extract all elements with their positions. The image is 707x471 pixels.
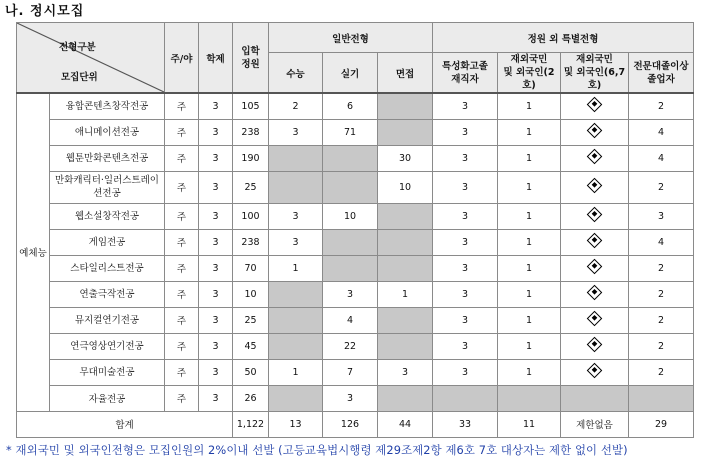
years-cell: 3 [199, 307, 233, 333]
diamond-icon [587, 149, 603, 165]
college-grad-cell: 2 [629, 333, 694, 359]
suneung-cell [269, 307, 323, 333]
specialized-hs-cell: 3 [433, 229, 498, 255]
college-grad-cell: 4 [629, 119, 694, 145]
header-day-night: 주/야 [165, 23, 199, 94]
quota-cell: 105 [233, 93, 269, 119]
suneung-cell [269, 333, 323, 359]
major-name: 애니메이션전공 [50, 119, 165, 145]
table-row [17, 203, 694, 229]
interview-cell [378, 307, 433, 333]
overseas-2-cell: 1 [498, 255, 561, 281]
suneung-cell: 2 [269, 93, 323, 119]
major-name: 웹툰만화콘텐츠전공 [50, 145, 165, 171]
day-night-cell: 주 [165, 171, 199, 203]
header-general: 일반전형 [269, 23, 433, 53]
day-night-cell: 주 [165, 359, 199, 385]
day-night-cell: 주 [165, 281, 199, 307]
college-grad-cell: 3 [629, 203, 694, 229]
practical-cell: 3 [323, 385, 378, 411]
day-night-cell: 주 [165, 307, 199, 333]
overseas-2-cell: 1 [498, 333, 561, 359]
years-cell: 3 [199, 229, 233, 255]
diamond-icon [587, 123, 603, 139]
practical-cell [323, 255, 378, 281]
quota-cell: 26 [233, 385, 269, 411]
header-specialized-hs: 특성화고졸 재직자 [433, 53, 498, 94]
footnote: * 재외국민 및 외국인전형은 모집인원의 2%이내 선발 (고등교육법시행령 제29조제2항 제6호 7호 대상자는 제한 없이 선발) [6, 443, 628, 457]
college-grad-cell: 4 [629, 229, 694, 255]
practical-cell [323, 145, 378, 171]
specialized-hs-cell: 3 [433, 93, 498, 119]
specialized-hs-cell: 3 [433, 203, 498, 229]
total-suneung: 13 [269, 411, 323, 437]
specialized-hs-cell: 3 [433, 333, 498, 359]
overseas-67-cell [561, 171, 629, 203]
practical-cell: 22 [323, 333, 378, 359]
interview-cell: 10 [378, 171, 433, 203]
header-overseas-67: 재외국민 및 외국인(6,7호) [561, 53, 629, 94]
specialized-hs-cell: 3 [433, 307, 498, 333]
major-name: 융합콘텐츠창작전공 [50, 93, 165, 119]
total-label: 합계 [17, 411, 233, 437]
table-row [17, 255, 694, 281]
quota-cell: 25 [233, 171, 269, 203]
major-name: 웹소설창작전공 [50, 203, 165, 229]
overseas-2-cell: 1 [498, 307, 561, 333]
quota-cell: 238 [233, 229, 269, 255]
college-grad-cell: 4 [629, 145, 694, 171]
suneung-cell: 3 [269, 203, 323, 229]
quota-cell: 238 [233, 119, 269, 145]
table-row [17, 93, 694, 119]
specialized-hs-cell: 3 [433, 171, 498, 203]
header-interview: 면접 [378, 53, 433, 94]
quota-cell: 25 [233, 307, 269, 333]
diamond-icon [587, 207, 603, 223]
overseas-67-cell [561, 119, 629, 145]
admission-table [16, 22, 694, 438]
suneung-cell [269, 281, 323, 307]
header-college-grad: 전문대졸이상 졸업자 [629, 53, 694, 94]
overseas-2-cell: 1 [498, 203, 561, 229]
overseas-67-cell [561, 203, 629, 229]
college-grad-cell: 2 [629, 255, 694, 281]
specialized-hs-cell: 3 [433, 119, 498, 145]
suneung-cell [269, 145, 323, 171]
interview-cell [378, 93, 433, 119]
overseas-2-cell: 1 [498, 281, 561, 307]
overseas-67-cell [561, 145, 629, 171]
interview-cell [378, 255, 433, 281]
diamond-icon [587, 233, 603, 249]
overseas-67-cell [561, 333, 629, 359]
header-years: 학제 [199, 23, 233, 94]
special-cell [629, 385, 694, 411]
table-row [17, 119, 694, 145]
diamond-icon [587, 259, 603, 275]
quota-cell: 70 [233, 255, 269, 281]
diamond-icon [587, 311, 603, 327]
day-night-cell: 주 [165, 119, 199, 145]
table-row [17, 307, 694, 333]
diamond-icon [587, 337, 603, 353]
practical-cell: 10 [323, 203, 378, 229]
interview-cell [378, 229, 433, 255]
diamond-icon [587, 363, 603, 379]
interview-cell [378, 203, 433, 229]
day-night-cell: 주 [165, 333, 199, 359]
overseas-67-cell [561, 281, 629, 307]
header-suneung: 수능 [269, 53, 323, 94]
day-night-cell: 주 [165, 93, 199, 119]
special-cell [433, 385, 498, 411]
years-cell: 3 [199, 255, 233, 281]
overseas-67-cell [561, 307, 629, 333]
table-row [17, 145, 694, 171]
overseas-2-cell: 1 [498, 93, 561, 119]
day-night-cell: 주 [165, 229, 199, 255]
day-night-cell: 주 [165, 255, 199, 281]
years-cell: 3 [199, 385, 233, 411]
header-overseas-2: 재외국민 및 외국인(2호) [498, 53, 561, 94]
suneung-cell [269, 385, 323, 411]
overseas-2-cell: 1 [498, 171, 561, 203]
interview-cell: 3 [378, 359, 433, 385]
overseas-2-cell: 1 [498, 119, 561, 145]
college-grad-cell: 2 [629, 359, 694, 385]
specialized-hs-cell: 3 [433, 359, 498, 385]
quota-cell: 45 [233, 333, 269, 359]
suneung-cell: 3 [269, 119, 323, 145]
overseas-2-cell: 1 [498, 145, 561, 171]
quota-cell: 50 [233, 359, 269, 385]
day-night-cell: 주 [165, 145, 199, 171]
years-cell: 3 [199, 203, 233, 229]
special-cell [561, 385, 629, 411]
years-cell: 3 [199, 145, 233, 171]
years-cell: 3 [199, 119, 233, 145]
suneung-cell: 1 [269, 255, 323, 281]
diamond-icon [587, 285, 603, 301]
years-cell: 3 [199, 281, 233, 307]
table-row [17, 229, 694, 255]
major-name: 게임전공 [50, 229, 165, 255]
college-grad-cell: 2 [629, 307, 694, 333]
table-row [17, 385, 694, 411]
specialized-hs-cell: 3 [433, 281, 498, 307]
practical-cell: 3 [323, 281, 378, 307]
quota-cell: 100 [233, 203, 269, 229]
table-row [17, 333, 694, 359]
special-cell [498, 385, 561, 411]
practical-cell [323, 229, 378, 255]
section-title: 나. 정시모집 [5, 4, 85, 19]
header-admission-type: 전형구분 [59, 42, 96, 53]
practical-cell: 7 [323, 359, 378, 385]
header-quota: 입학 정원 [233, 23, 269, 94]
major-name: 자율전공 [50, 385, 165, 411]
diamond-icon [587, 178, 603, 194]
day-night-cell: 주 [165, 385, 199, 411]
total-college-grad: 29 [629, 411, 694, 437]
major-name: 뮤지컬연기전공 [50, 307, 165, 333]
suneung-cell: 1 [269, 359, 323, 385]
years-cell: 3 [199, 359, 233, 385]
quota-cell: 190 [233, 145, 269, 171]
practical-cell [323, 171, 378, 203]
total-quota: 1,122 [233, 411, 269, 437]
college-grad-cell: 2 [629, 171, 694, 203]
practical-cell: 6 [323, 93, 378, 119]
interview-cell: 30 [378, 145, 433, 171]
header-unit: 모집단위 [61, 72, 98, 83]
college-grad-cell: 2 [629, 281, 694, 307]
college-grad-cell: 2 [629, 93, 694, 119]
years-cell: 3 [199, 171, 233, 203]
table-row [17, 281, 694, 307]
specialized-hs-cell: 3 [433, 255, 498, 281]
table-row [17, 359, 694, 385]
total-practical: 126 [323, 411, 378, 437]
overseas-67-cell [561, 359, 629, 385]
practical-cell: 4 [323, 307, 378, 333]
major-name: 연극영상연기전공 [50, 333, 165, 359]
overseas-67-cell [561, 93, 629, 119]
overseas-67-cell [561, 255, 629, 281]
total-row [17, 411, 694, 437]
diamond-icon [587, 97, 603, 113]
major-name: 만화캐릭터·일러스트레이션전공 [50, 171, 165, 203]
interview-cell [378, 333, 433, 359]
years-cell: 3 [199, 333, 233, 359]
overseas-2-cell: 1 [498, 359, 561, 385]
quota-cell: 10 [233, 281, 269, 307]
major-name: 연출극작전공 [50, 281, 165, 307]
header-corner [17, 23, 165, 94]
total-specialized-hs: 33 [433, 411, 498, 437]
years-cell: 3 [199, 93, 233, 119]
overseas-2-cell: 1 [498, 229, 561, 255]
interview-cell: 1 [378, 281, 433, 307]
interview-cell [378, 119, 433, 145]
total-overseas-67: 제한없음 [561, 411, 629, 437]
interview-cell [378, 385, 433, 411]
total-overseas-2: 11 [498, 411, 561, 437]
suneung-cell [269, 171, 323, 203]
header-special: 정원 외 특별전형 [433, 23, 694, 53]
group-label: 예체능 [17, 93, 50, 411]
practical-cell: 71 [323, 119, 378, 145]
total-interview: 44 [378, 411, 433, 437]
header-practical: 실기 [323, 53, 378, 94]
overseas-67-cell [561, 229, 629, 255]
table-row [17, 171, 694, 203]
day-night-cell: 주 [165, 203, 199, 229]
major-name: 스타일리스트전공 [50, 255, 165, 281]
specialized-hs-cell: 3 [433, 145, 498, 171]
suneung-cell: 3 [269, 229, 323, 255]
major-name: 무대미술전공 [50, 359, 165, 385]
